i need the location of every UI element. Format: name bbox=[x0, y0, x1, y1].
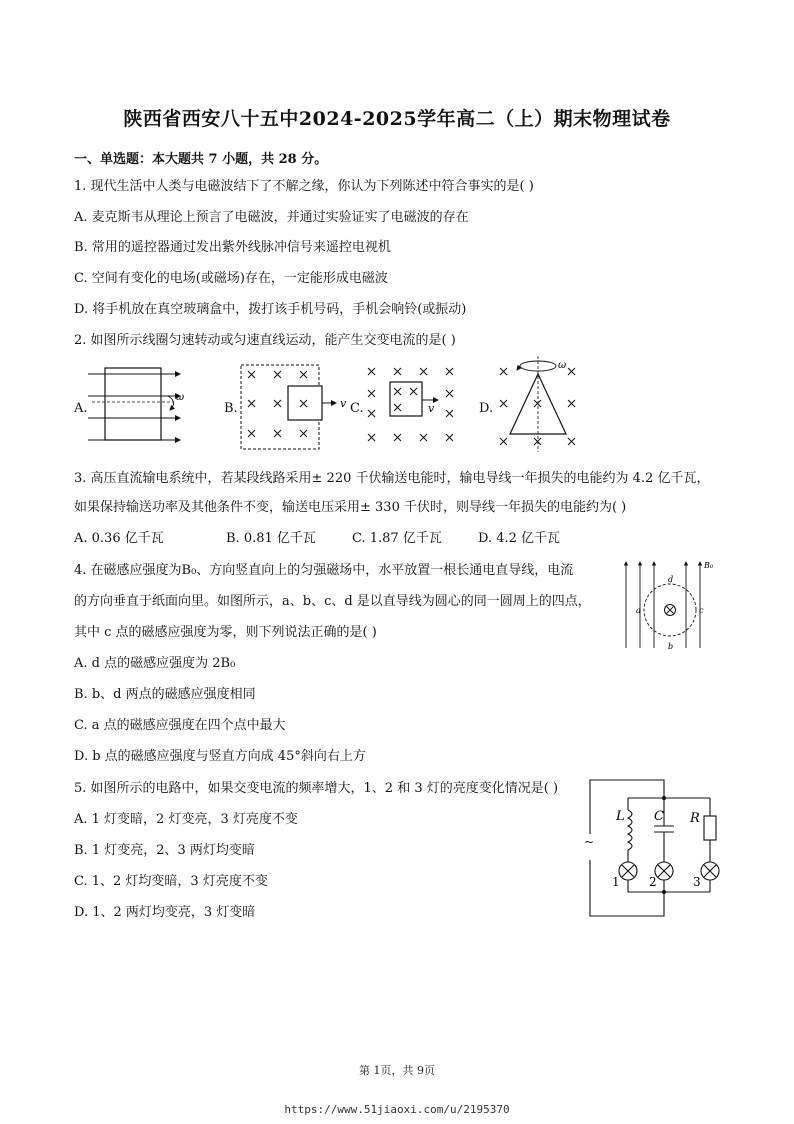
q4-option-b: B. b、d 两点的磁感应强度相同 bbox=[74, 687, 256, 702]
source-url[interactable]: https://www.51jiaoxi.com/u/2195370 bbox=[284, 1103, 510, 1116]
q1-stem: 1. 现代生活中人类与电磁波结下了不解之缘，你认为下列陈述中符合事实的是( ) bbox=[74, 179, 534, 194]
q5-option-a: A. 1 灯变暗，2 灯变亮，3 灯亮度不变 bbox=[74, 812, 298, 827]
inductor-label: L bbox=[616, 809, 625, 824]
q2-stem: 2. 如图所示线圈匀速转动或匀速直线运动，能产生交变电流的是( ) bbox=[74, 333, 456, 348]
q2-label-b: B. bbox=[224, 401, 238, 416]
resistor-label: R bbox=[690, 811, 700, 826]
lamp-2-label: 2 bbox=[649, 875, 657, 889]
q4-line2: 的方向垂直于纸面向里。如图所示，a、b、c、d 是以直导线为圆心的同一圆周上的四点， bbox=[74, 594, 591, 609]
q3-line2: 如果保持输送功率及其他条件不变，输送电压采用± 330 千伏时，则导线一年损失的电能约为( ) bbox=[74, 500, 627, 515]
q2-label-c: C. bbox=[350, 401, 364, 416]
page-footer: 第 1页，共 9页 bbox=[359, 1064, 435, 1077]
q5-circuit-figure bbox=[578, 776, 726, 922]
q3-option-d: D. 4.2 亿千瓦 bbox=[478, 531, 561, 546]
q3-option-a: A. 0.36 亿千瓦 bbox=[74, 531, 164, 546]
q1-option-b: B. 常用的遥控器通过发出紫外线脉冲信号来遥控电视机 bbox=[74, 240, 391, 255]
omega-label-a: ω bbox=[176, 392, 185, 403]
q5-option-c: C. 1、2 灯均变暗，3 灯亮度不变 bbox=[74, 874, 268, 889]
q1-option-a: A. 麦克斯韦从理论上预言了电磁波，并通过实验证实了电磁波的存在 bbox=[74, 210, 469, 225]
point-c-label: c bbox=[699, 606, 704, 615]
q2-figure-c bbox=[364, 362, 464, 454]
capacitor-label: C bbox=[654, 809, 664, 824]
q5-option-b: B. 1 灯变亮，2、3 两灯均变暗 bbox=[74, 843, 255, 858]
q2-figure-a bbox=[88, 360, 198, 455]
q3-line1: 3. 高压直流输电系统中，若某段线路采用± 220 千伏输送电能时，输电导线一年损失的电能约为 4.2 亿千瓦， bbox=[74, 471, 710, 486]
ac-source-symbol: ~ bbox=[584, 835, 595, 849]
q4-option-d: D. b 点的磁感应强度与竖直方向成 45°斜向右上方 bbox=[74, 749, 366, 764]
point-a-label: a bbox=[636, 606, 641, 615]
q1-option-d: D. 将手机放在真空玻璃盒中，拨打该手机号码，手机会响铃(或振动) bbox=[74, 302, 467, 317]
q4-line3: 其中 c 点的磁感应强度为零，则下列说法正确的是( ) bbox=[74, 625, 377, 640]
q2-label-d: D. bbox=[479, 401, 494, 416]
point-b-label: b bbox=[668, 642, 674, 651]
q3-option-b: B. 0.81 亿千瓦 bbox=[226, 531, 316, 546]
q4-option-c: C. a 点的磁感应强度在四个点中最大 bbox=[74, 718, 286, 733]
page-title: 陕西省西安八十五中2024-2025学年高二（上）期末物理试卷 bbox=[123, 108, 671, 130]
section-heading: 一、单选题：本大题共 7 小题，共 28 分。 bbox=[74, 152, 328, 167]
point-d-label: d bbox=[668, 575, 674, 584]
q5-option-d: D. 1、2 两灯均变亮，3 灯变暗 bbox=[74, 905, 256, 920]
q4-option-a: A. d 点的磁感应强度为 2B₀ bbox=[74, 656, 236, 671]
q4-figure bbox=[620, 556, 720, 652]
omega-label-d: ω bbox=[558, 360, 567, 371]
velocity-label-b: v bbox=[340, 397, 347, 410]
q2-figure-d bbox=[490, 354, 590, 454]
b0-label: B₀ bbox=[704, 561, 714, 570]
q5-stem: 5. 如图所示的电路中，如果交变电流的频率增大，1、2 和 3 灯的亮度变化情况是( ) bbox=[74, 781, 559, 796]
velocity-label-c: v bbox=[428, 402, 435, 415]
q4-line1: 4. 在磁感应强度为B₀、方向竖直向上的匀强磁场中，水平放置一根长通电直导线，电流 bbox=[74, 563, 574, 578]
lamp-3-label: 3 bbox=[693, 875, 701, 889]
q1-option-c: C. 空间有变化的电场(或磁场)存在，一定能形成电磁波 bbox=[74, 271, 388, 286]
q2-figure-b bbox=[238, 362, 358, 454]
q3-option-c: C. 1.87 亿千瓦 bbox=[352, 531, 442, 546]
lamp-1-label: 1 bbox=[612, 875, 620, 889]
q2-label-a: A. bbox=[74, 401, 88, 416]
